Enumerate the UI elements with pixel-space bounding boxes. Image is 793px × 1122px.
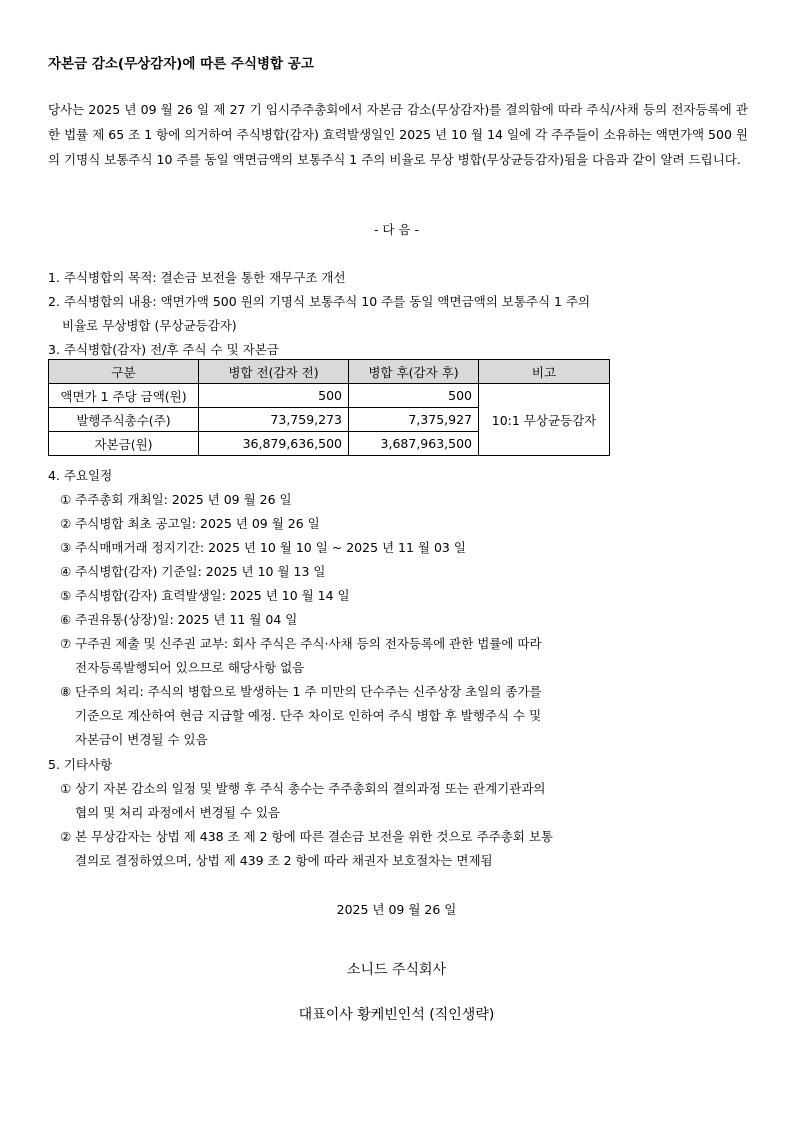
row-label: 자본금(원) <box>49 432 199 456</box>
table-header: 비고 <box>479 360 610 384</box>
table-header: 구분 <box>49 360 199 384</box>
value-after: 500 <box>349 384 479 408</box>
schedule-item: ② 주식병합 최초 공고일: 2025 년 09 월 26 일 <box>60 516 320 531</box>
item-1: 1. 주식병합의 목적: 결손금 보전을 통한 재무구조 개선 <box>48 270 346 285</box>
other-item-continued: 협의 및 처리 과정에서 변경될 수 있음 <box>75 805 280 820</box>
separator-heading: - 다 음 - <box>373 222 420 237</box>
schedule-item-continued: 자본금이 변경될 수 있음 <box>75 732 208 747</box>
schedule-item: ⑦ 구주권 제출 및 신주권 교부: 회사 주식은 주식·사채 등의 전자등록에 관한 법률에 따라 <box>60 636 542 651</box>
item-2-line-1: 2. 주식병합의 내용: 액면가액 500 원의 기명식 보통주식 10 주를 동일 액면금액의 보통주식 1 주의 <box>48 294 591 309</box>
table-header: 병합 후(감자 후) <box>349 360 479 384</box>
value-before: 500 <box>199 384 349 408</box>
value-after: 7,375,927 <box>349 408 479 432</box>
item-2-line-2: 비율로 무상병합 (무상균등감자) <box>62 318 237 333</box>
value-before: 73,759,273 <box>199 408 349 432</box>
schedule-item: ⑥ 주권유통(상장)일: 2025 년 11 월 04 일 <box>60 612 298 627</box>
notice-title: 자본금 감소(무상감자)에 따른 주식병합 공고 <box>48 56 314 72</box>
schedule-item: ⑧ 단주의 처리: 주식의 병합으로 발생하는 1 주 미만의 단수주는 신주상장 초일의 종가를 <box>60 684 542 699</box>
item-5: 5. 기타사항 <box>48 757 113 772</box>
value-before: 36,879,636,500 <box>199 432 349 456</box>
intro-paragraph: 당사는 2025 년 09 월 26 일 제 27 기 임시주주총회에서 자본금 감소(무상감자)를 결의함에 따라 주식/사채 등의 전자등록에 관한 법률 제 65 조 1 항에 의거하여 주식병합(감자) 효력발생일인 2025 년 10 월 14 일에 각 주주들이 소유하는 액면가액 500 원의 기명식 보통주식 10 주를 동일 액면금액의 보통주식 1 주의 비율로 무상 병합(무상균등감자)됨을 다음과 같이 알려 드립니다. <box>48 102 748 167</box>
schedule-item: ④ 주식병합(감자) 기준일: 2025 년 10 월 13 일 <box>60 564 326 579</box>
table-header: 병합 전(감자 전) <box>199 360 349 384</box>
other-item-continued: 결의로 결정하였으며, 상법 제 439 조 2 항에 따라 채권자 보호절차는 면제됨 <box>75 853 493 868</box>
schedule-item: ① 주주총회 개최일: 2025 년 09 월 26 일 <box>60 492 292 507</box>
schedule-item-continued: 전자등록발행되어 있으므로 해당사항 없음 <box>75 660 305 675</box>
item-4: 4. 주요일정 <box>48 468 113 483</box>
table-row <box>49 384 610 408</box>
schedule-item-continued: 기준으로 계산하여 현금 지급할 예정. 단주 차이로 인하여 주식 병합 후 발행주식 수 및 <box>75 708 542 723</box>
schedule-item: ③ 주식매매거래 정지기간: 2025 년 10 월 10 일 ~ 2025 년 11 월 03 일 <box>60 540 466 555</box>
other-item: ② 본 무상감자는 상법 제 438 조 제 2 항에 따른 결손금 보전을 위한 것으로 주주총회 보통 <box>60 829 553 844</box>
row-label: 액면가 1 주당 금액(원) <box>49 384 199 408</box>
schedule-item: ⑤ 주식병합(감자) 효력발생일: 2025 년 10 월 14 일 <box>60 588 350 603</box>
company-name: 소니드 주식회사 <box>346 962 447 978</box>
item-3: 3. 주식병합(감자) 전/후 주식 수 및 자본금 <box>48 342 279 357</box>
other-item: ① 상기 자본 감소의 일정 및 발행 후 주식 총수는 주주총회의 결의과정 또는 관계기관과의 <box>60 781 546 796</box>
value-after: 3,687,963,500 <box>349 432 479 456</box>
notice-date: 2025 년 09 월 26 일 <box>336 902 457 917</box>
representative: 대표이사 황케빈인석 (직인생략) <box>298 1007 495 1023</box>
row-label: 발행주식총수(주) <box>49 408 199 432</box>
table-note: 10:1 무상균등감자 <box>479 384 610 456</box>
table-header-row <box>49 360 610 384</box>
capital-table <box>48 359 610 456</box>
